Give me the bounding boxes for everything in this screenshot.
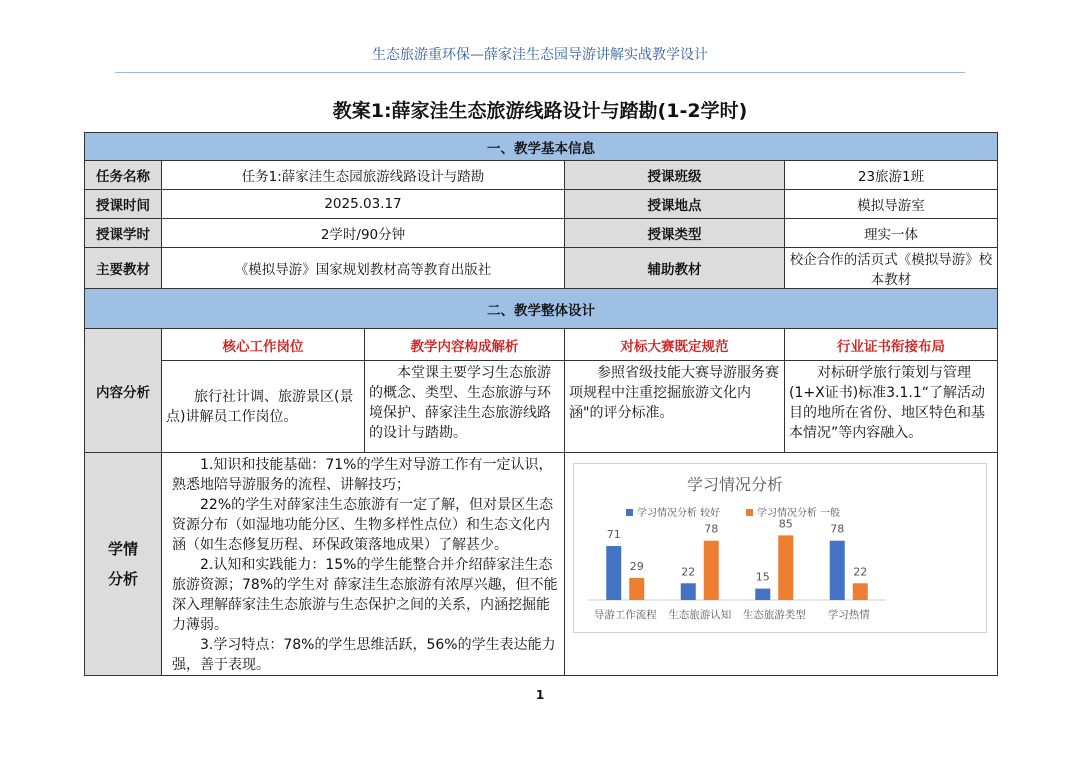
bar: [629, 578, 644, 600]
category-label: 学习热情: [827, 609, 870, 621]
value-type: 理实一体: [785, 219, 998, 248]
document-title: 教案1:薛家洼生态旅游线路设计与踏勘(1-2学时): [332, 100, 748, 122]
bar: [830, 541, 845, 600]
content-structure-text: 本堂课主要学习生态旅游的概念、类型、生态旅游与环境保护、薛家洼生态旅游线路的设计与踏勘。: [369, 365, 551, 441]
label-time: 授课时间: [85, 190, 162, 219]
value-hours: 2学时/90分钟: [162, 219, 565, 248]
table-row: [85, 329, 998, 361]
learning-bar-chart: [574, 464, 896, 632]
category-label: 生态旅游认知: [668, 609, 732, 621]
table-row: [85, 219, 998, 248]
bar: [704, 541, 719, 600]
cell-competition-standard: [565, 361, 785, 453]
learning-paragraph: 3.学习特点：78%的学生思维活跃，56%的学生表达能力强，善于表现。: [172, 637, 556, 673]
running-header: 生态旅游重环保—薛家洼生态园导游讲解实战教学设计: [372, 47, 708, 63]
certificate-link-text: 对标研学旅行策划与管理(1+X证书)标准3.1.1“了解活动目的地所在省份、地区特色和基本情况”等内容融入。: [789, 365, 986, 441]
table-row: [85, 453, 998, 676]
data-label: 22: [853, 565, 868, 579]
value-aux-textbook: 校企合作的活页式《模拟导游》校本教材: [785, 248, 998, 289]
bar: [853, 583, 868, 600]
cell-certificate-link: [785, 361, 998, 453]
label-hours: 授课学时: [85, 219, 162, 248]
learning-chart-frame: [573, 463, 987, 633]
category-label: 导游工作流程: [593, 609, 657, 621]
legend-swatch: [746, 509, 753, 516]
legend-label: 学习情况分析 一般: [757, 508, 841, 519]
value-class: 23旅游1班: [785, 161, 998, 190]
legend-swatch: [626, 509, 633, 516]
label-aux-textbook: 辅助教材: [565, 248, 785, 289]
label-type: 授课类型: [565, 219, 785, 248]
category-label: 生态旅游类型: [742, 609, 806, 621]
label-main-textbook: 主要教材: [85, 248, 162, 289]
table-row: [85, 190, 998, 219]
data-label: 78: [830, 522, 845, 536]
section-heading-overall-design: 二、教学整体设计: [85, 289, 998, 329]
bar: [606, 546, 621, 600]
page-number: 1: [535, 688, 545, 702]
bar: [681, 583, 696, 600]
lesson-plan-table: [84, 132, 998, 676]
column-heading-core-post: 核心工作岗位: [162, 329, 365, 361]
data-label: 29: [629, 559, 644, 573]
learning-analysis-text: [162, 453, 564, 675]
value-time: 2025.03.17: [162, 190, 565, 219]
value-location: 模拟导游室: [785, 190, 998, 219]
core-post-text: 旅行社计调、旅游景区(景点)讲解员工作岗位。: [166, 388, 354, 425]
section-heading-basic-info: 一、教学基本信息: [85, 133, 998, 161]
label-location: 授课地点: [565, 190, 785, 219]
bar: [778, 535, 793, 600]
learning-analysis-label-line1: 学情: [107, 540, 138, 558]
label-task-name: 任务名称: [85, 161, 162, 190]
table-row: [85, 161, 998, 190]
learning-paragraph: 1.知识和技能基础：71%的学生对导游工作有一定认识，熟悉地陪导游服务的流程、讲解技巧；: [172, 457, 553, 493]
column-heading-certificate-link: 行业证书衔接布局: [785, 329, 998, 361]
label-content-analysis: 内容分析: [85, 329, 162, 453]
legend-label: 学习情况分析 较好: [637, 508, 721, 519]
column-heading-competition-standard: 对标大赛既定规范: [565, 329, 785, 361]
data-label: 15: [755, 570, 770, 584]
cell-learning-chart: [565, 453, 998, 676]
learning-paragraph: 22%的学生对薛家洼生态旅游有一定了解，但对景区生态资源分布（如湿地功能分区、生物多样性点位）和生态文化内涵（如生态修复历程、环保政策落地成果）了解甚少。: [172, 497, 554, 553]
chart-title: 学习情况分析: [686, 475, 784, 494]
table-row: [85, 361, 998, 453]
data-label: 78: [704, 522, 719, 536]
cell-content-structure: [365, 361, 565, 453]
data-label: 22: [681, 565, 696, 579]
data-label: 85: [778, 517, 793, 531]
bar: [755, 589, 770, 600]
table-row: [85, 248, 998, 289]
competition-standard-text: 参照省级技能大赛导游服务赛项规程中注重挖掘旅游文化内涵"的评分标准。: [569, 365, 779, 421]
value-task-name: 任务1:薛家洼生态园旅游线路设计与踏勘: [162, 161, 565, 190]
label-class: 授课班级: [565, 161, 785, 190]
learning-paragraph: 2.认知和实践能力：15%的学生能整合并介绍薛家洼生态旅游资源；78%的学生对 薛家洼生态旅游有浓厚兴趣，但不能深入理解薛家洼生态旅游与生态保护之间的关系，内涵挖掘能力薄弱。: [172, 557, 558, 633]
label-learning-analysis: [85, 453, 162, 676]
column-heading-content-structure: 教学内容构成解析: [365, 329, 565, 361]
value-main-textbook: 《模拟导游》国家规划教材高等教育出版社: [162, 248, 565, 289]
learning-analysis-label-line2: 分析: [107, 570, 138, 588]
data-label: 71: [606, 528, 621, 542]
cell-core-post: [162, 361, 365, 453]
cell-learning-analysis-text: [162, 453, 565, 676]
header-rule: [115, 72, 965, 73]
